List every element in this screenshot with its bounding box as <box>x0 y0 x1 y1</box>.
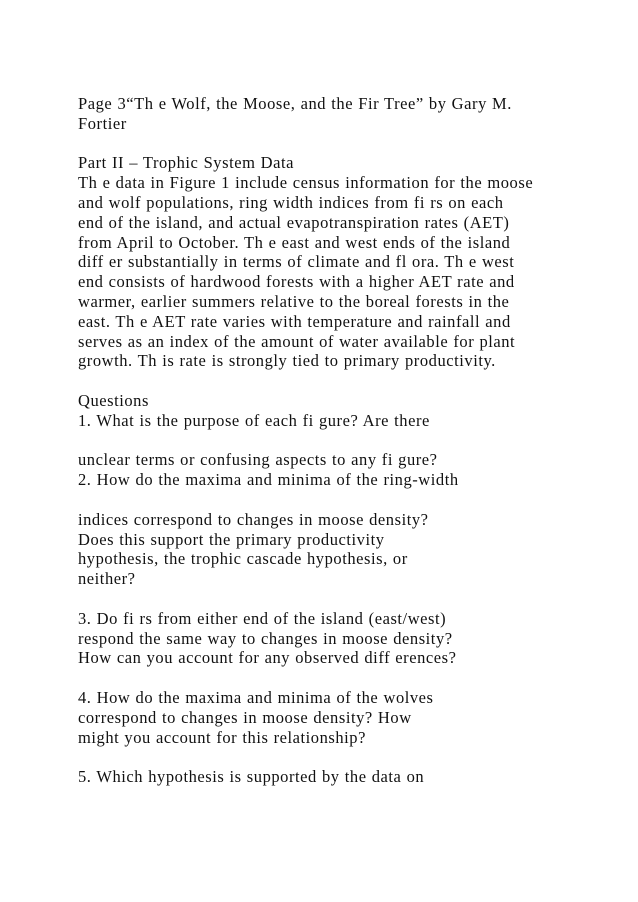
paragraph-line: diff er substantially in terms of climate and fl ora. Th e west <box>78 252 515 272</box>
question-1-line: 1. What is the purpose of each fi gure? Are there <box>78 410 430 430</box>
blank-line <box>78 431 598 451</box>
blank-line <box>78 668 598 688</box>
paragraph-line: east. Th e AET rate varies with temperature and rainfall and <box>78 311 511 331</box>
paragraph-line: and wolf populations, ring width indices from fi rs on each <box>78 192 504 212</box>
blank-line <box>78 589 598 609</box>
question-2-line: hypothesis, the trophic cascade hypothesis, or <box>78 549 408 569</box>
question-4-line: correspond to changes in moose density? How <box>78 707 412 727</box>
blank-line <box>78 490 598 510</box>
paragraph-line: end consists of hardwood forests with a higher AET rate and <box>78 272 515 292</box>
paragraph-line: warmer, earlier summers relative to the boreal forests in the <box>78 291 510 311</box>
document-body <box>78 94 598 787</box>
blank-line <box>78 747 598 767</box>
header-line-author: Fortier <box>78 113 127 133</box>
paragraph-line: from April to October. Th e east and west ends of the island <box>78 232 511 252</box>
question-3-line: How can you account for any observed diff erences? <box>78 648 457 668</box>
question-1-line: unclear terms or confusing aspects to any fi gure? <box>78 450 438 470</box>
question-4-line: 4. How do the maxima and minima of the wolves <box>78 687 434 707</box>
question-2-line: 2. How do the maxima and minima of the ring-width <box>78 470 459 490</box>
paragraph-line: end of the island, and actual evapotranspiration rates (AET) <box>78 212 510 232</box>
header-line: Page 3“Th e Wolf, the Moose, and the Fir Tree” by Gary M. <box>78 94 512 113</box>
question-3-line: respond the same way to changes in moose density? <box>78 628 453 648</box>
paragraph-line: serves as an index of the amount of water available for plant <box>78 331 516 351</box>
questions-heading: Questions <box>78 390 149 410</box>
question-4-line: might you account for this relationship? <box>78 727 366 747</box>
question-3-line: 3. Do fi rs from either end of the island (east/west) <box>78 608 447 628</box>
section-heading: Part II – Trophic System Data <box>78 153 294 173</box>
blank-line <box>78 371 598 391</box>
paragraph-line: growth. Th is rate is strongly tied to primary productivity. <box>78 351 496 371</box>
question-2-line: indices correspond to changes in moose density? <box>78 509 429 529</box>
paragraph-line: Th e data in Figure 1 include census information for the moose <box>78 173 534 193</box>
question-2-line: Does this support the primary productivity <box>78 529 385 549</box>
question-5-line: 5. Which hypothesis is supported by the data on <box>78 767 425 787</box>
blank-line <box>78 134 598 154</box>
question-2-line: neither? <box>78 569 136 589</box>
